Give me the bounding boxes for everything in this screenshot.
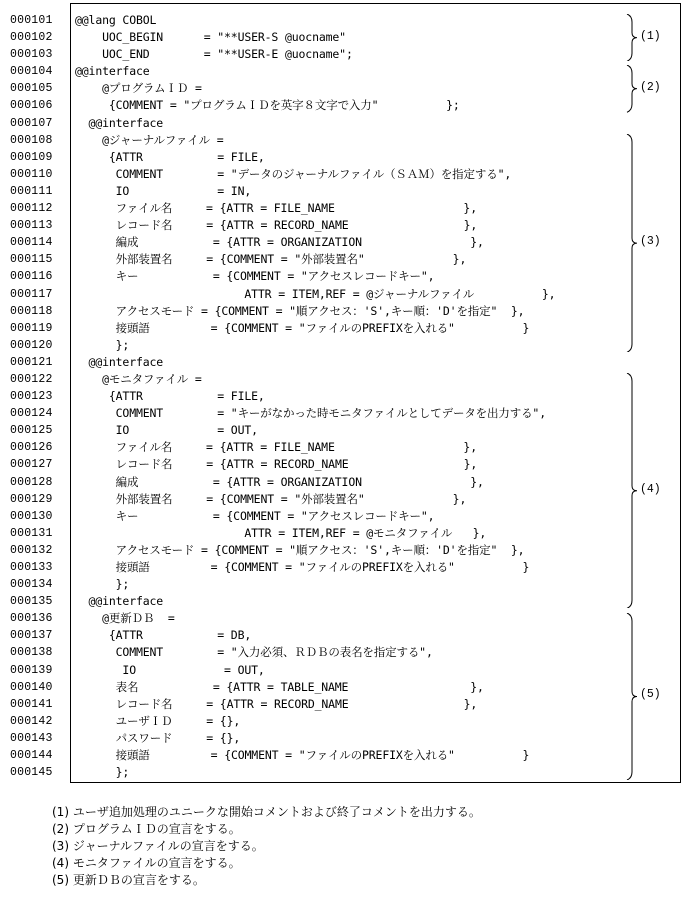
line-number: 000141: [10, 697, 53, 711]
code-line: @@lang COBOL: [75, 13, 157, 27]
code-line: @@interface: [75, 64, 150, 79]
code-line: 外部装置名 = {COMMENT = "外部装置名" },: [75, 252, 467, 267]
line-number: 000130: [10, 509, 53, 523]
code-line: アクセスモード = {COMMENT = "順アクセス：'S',キー順：'D'を指定" },: [75, 303, 525, 318]
code-line: {ATTR = DB,: [75, 628, 252, 643]
code-line: COMMENT = "データのジャーナルファイル（ＳＡＭ）を指定する",: [75, 166, 512, 181]
line-number: 000122: [10, 372, 53, 386]
line-number: 000104: [10, 65, 53, 79]
line-number: 000128: [10, 475, 53, 489]
line-number: 000114: [10, 236, 53, 250]
line-number: 000121: [10, 355, 53, 369]
line-number: 000142: [10, 714, 53, 728]
line-number: 000117: [10, 287, 53, 301]
code-line: キー = {COMMENT = "アクセスレコードキー",: [75, 269, 435, 284]
code-line: {COMMENT = "プログラムＩＤを英字８文字で入力" };: [75, 98, 460, 113]
code-line: レコード名 = {ATTR = RECORD_NAME },: [75, 457, 478, 472]
code-line: @@interface: [75, 115, 164, 130]
line-number: 000124: [10, 407, 53, 421]
line-number: 000120: [10, 338, 53, 352]
code-line: IO = OUT,: [75, 423, 258, 438]
line-number: 000102: [10, 31, 53, 45]
line-number: 000129: [10, 492, 53, 506]
code-line: {ATTR = FILE,: [75, 389, 265, 404]
code-line: IO = OUT,: [75, 662, 265, 677]
code-line: UOC_END = "**USER-E @uocname";: [75, 47, 353, 62]
line-number: 000133: [10, 561, 53, 574]
line-number: 000140: [10, 680, 53, 694]
line-number: 000115: [10, 253, 53, 267]
code-line: ATTR = ITEM,REF = @モニタファイル },: [75, 525, 487, 540]
code-line: };: [75, 577, 130, 592]
line-number: 000145: [10, 766, 53, 780]
code-line: アクセスモード = {COMMENT = "順アクセス：'S',キー順：'D'を指定" },: [75, 542, 525, 557]
notes-list: [52, 804, 481, 889]
code-line: @モニタファイル =: [75, 371, 202, 386]
code-line: 編成 = {ATTR = ORGANIZATION },: [75, 235, 484, 250]
brace-label: (4): [640, 482, 661, 496]
note-item: (4) モニタファイルの宣言をする。: [52, 856, 241, 870]
note-item: (2) プログラムＩＤの宣言をする。: [52, 822, 241, 836]
line-number: 000139: [10, 663, 53, 677]
code-line: ATTR = ITEM,REF = @ジャーナルファイル },: [75, 286, 556, 301]
code-line: COMMENT = "キーがなかった時モニタファイルとしてデータを出力する",: [75, 406, 546, 421]
code-line: @@interface: [75, 354, 164, 369]
line-number: 000144: [10, 749, 53, 763]
line-number: 000143: [10, 731, 53, 745]
code-line: {ATTR = FILE,: [75, 149, 265, 164]
line-number: 000136: [10, 612, 53, 626]
line-number: 000101: [10, 14, 53, 27]
line-number: 000103: [10, 48, 53, 62]
code-line: 編成 = {ATTR = ORGANIZATION },: [75, 474, 484, 489]
line-number: 000113: [10, 219, 53, 233]
line-number: 000126: [10, 441, 53, 455]
code-line: @更新ＤＢ =: [75, 611, 175, 626]
brace-label: (5): [640, 688, 661, 701]
code-line: 接頭語 = {COMMENT = "ファイルのPREFIXを入れる" }: [75, 560, 530, 574]
line-number: 000125: [10, 424, 53, 438]
line-number: 000135: [10, 595, 53, 609]
line-number: 000106: [10, 99, 53, 113]
line-number: 000127: [10, 458, 53, 472]
code-listing: [75, 12, 555, 781]
code-line: @プログラムＩＤ =: [75, 81, 202, 96]
line-number: 000132: [10, 543, 53, 557]
code-line: キー = {COMMENT = "アクセスレコードキー",: [75, 508, 435, 523]
code-line: 表名 = {ATTR = TABLE_NAME },: [75, 679, 484, 694]
code-line: レコード名 = {ATTR = RECORD_NAME },: [75, 218, 478, 233]
line-number-gutter: [10, 12, 53, 781]
line-number: 000118: [10, 304, 53, 318]
brace-label: (2): [640, 80, 661, 94]
code-line: 接頭語 = {COMMENT = "ファイルのPREFIXを入れる" }: [75, 748, 530, 763]
line-number: 000123: [10, 390, 53, 404]
code-line: COMMENT = "入力必須、ＲＤＢの表名を指定する",: [75, 645, 433, 660]
line-number: 000105: [10, 82, 53, 96]
code-line: @ジャーナルファイル =: [75, 132, 224, 147]
code-line: IO = IN,: [75, 183, 252, 198]
line-number: 000107: [10, 116, 53, 130]
note-item: (1) ユーザ追加処理のユニークな開始コメントおよび終了コメントを出力する。: [52, 805, 481, 819]
code-line: パスワード = {},: [75, 730, 241, 745]
line-number: 000112: [10, 202, 53, 216]
line-number: 000116: [10, 270, 53, 284]
code-line: ファイル名 = {ATTR = FILE_NAME },: [75, 201, 477, 216]
brace-label: (3): [640, 234, 661, 248]
line-number: 000131: [10, 526, 53, 540]
line-number: 000137: [10, 629, 53, 643]
line-number: 000111: [10, 184, 53, 198]
line-number: 000134: [10, 578, 53, 592]
line-number: 000110: [10, 167, 53, 181]
code-line: ユーザＩＤ = {},: [75, 713, 241, 728]
note-item: (5) 更新ＤＢの宣言をする。: [52, 873, 205, 887]
code-line: };: [75, 337, 130, 352]
line-number: 000138: [10, 646, 53, 660]
code-line: ファイル名 = {ATTR = FILE_NAME },: [75, 440, 477, 455]
code-line: 接頭語 = {COMMENT = "ファイルのPREFIXを入れる" }: [75, 320, 530, 335]
code-line: 外部装置名 = {COMMENT = "外部装置名" },: [75, 491, 467, 506]
note-item: (3) ジャーナルファイルの宣言をする。: [52, 839, 264, 853]
line-number: 000119: [10, 321, 53, 335]
code-line: レコード名 = {ATTR = RECORD_NAME },: [75, 696, 478, 711]
code-line: @@interface: [75, 594, 164, 609]
code-line: };: [75, 765, 130, 780]
code-line: UOC_BEGIN = "**USER-S @uocname": [75, 30, 346, 45]
brace-label: (1): [640, 29, 661, 43]
line-number: 000109: [10, 150, 53, 164]
line-number: 000108: [10, 133, 53, 147]
